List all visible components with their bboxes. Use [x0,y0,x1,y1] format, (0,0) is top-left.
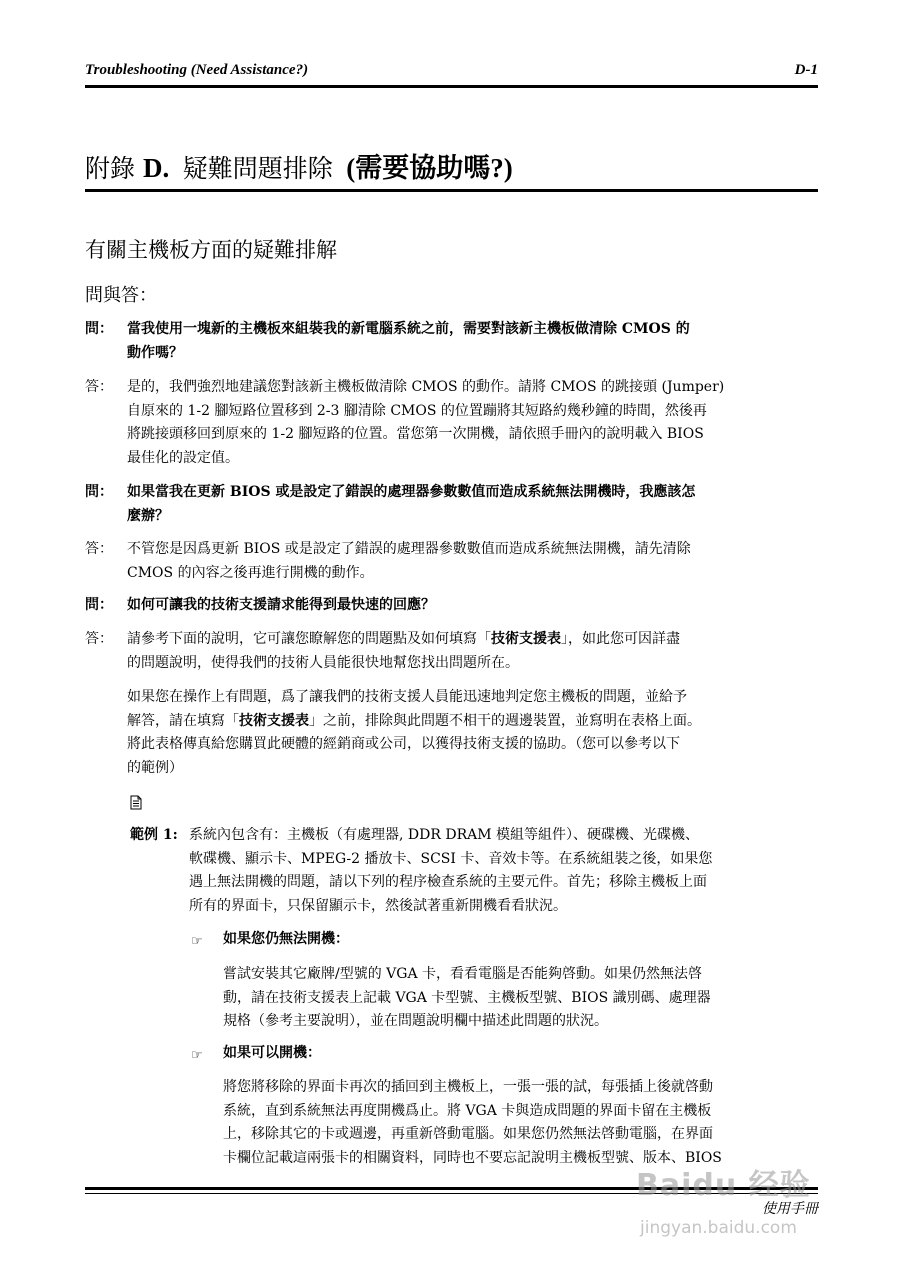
a3-rest: 」，如此您可因詳盡 [561,631,680,647]
answer-label: 答： [85,379,113,395]
example-line2: 軟碟機、顯示卡、MPEG-2 播放卡、SCSI 卡、音效卡等。在系統組裝之後，如果您 [189,850,713,867]
title-chinese: 疑難問題排除 [182,154,333,183]
a1-line1: 是的，我們強烈地建議您對該新主機板做清除 CMOS 的動作。請將 CMOS 的跳接頭 (Jumper) [127,379,725,395]
q2-bios: BIOS [229,484,271,500]
page-header [85,62,818,84]
watermark-brand: Baidu 经验 [636,1168,811,1203]
para-line1: 如果您在操作上有問題，爲了讓我們的技術支援人員能迅速地判定您主機板的問題，並給予 [127,689,687,705]
answer-label: 答： [85,631,113,647]
question-label: 問： [85,321,113,337]
a3-form-name: 技術支援表 [491,631,561,647]
document-icon [130,795,142,810]
case-1-body [223,963,818,1034]
title-letter: D. [142,153,170,183]
case2-line3: 上，移除其它的卡或週邊，再重新啓動電腦。如果您仍然無法啓動電腦，在界面 [223,1126,713,1142]
q1-suffix: 的 [675,321,690,337]
case-2-title: 如果可以開機： [223,1045,321,1061]
header-section-title: Troubleshooting (Need Assistance?) [85,62,309,78]
a1-line4: 最佳化的設定值。 [127,449,239,466]
title-rule [85,189,818,192]
case1-line1: 嘗試安裝其它廠牌/型號的 VGA 卡，看看電腦是否能夠啓動。如果仍然無法啓 [223,966,703,982]
a2-line1: 不管您是因爲更新 BIOS 或是設定了錯誤的處理器參數數值而造成系統無法開機，請先清除 [127,541,691,557]
a3-text: 請參考下面的說明，它可讓您瞭解您的問題點及如何填寫「 [127,631,491,647]
case2-line4: 卡欄位記載這兩張卡的相關資料，同時也不要忘記說明主機板型號、版本、BIOS [223,1149,722,1166]
q1-text: 當我使用一塊新的主機板來組裝我的新電腦系統之前，需要對該新主機板做清除 [127,321,617,337]
case-1-title: 如果您仍無法開機： [223,931,349,947]
para-line3: 將此表格傳真給您購買此硬體的經銷商或公司，以獲得技術支援的協助。（您可以參考以下 [127,736,680,752]
footer-manual-title: 使用手冊 [762,1201,818,1217]
para-line4: 的範例） [127,759,183,776]
a3-line2: 的問題說明，使得我們的技術人員能很快地幫您找出問題所在。 [127,654,519,671]
question-label: 問： [85,597,113,613]
section-subtitle: 有關主機板方面的疑難排解 [85,238,337,262]
case1-line3: 規格（參考主要說明），並在問題說明欄中描述此問題的狀況。 [223,1013,608,1029]
pointing-hand-icon: ☞ [191,934,203,949]
example-line1: 系統內包含有：主機板（有處理器, DDR DRAM 模組等組件）、硬碟機、光碟機、 [189,827,700,843]
q3-text: 如何可讓我的技術支援請求能得到最快速的回應？ [127,597,435,613]
a1-line3: 將跳接頭移回到原來的 1-2 腳短路的位置。當您第一次開機，請依照手冊內的說明載入 BIOS [127,426,704,442]
q1-line2: 動作嗎？ [127,344,183,361]
pointing-hand-icon: ☞ [191,1048,203,1063]
chapter-title [85,146,818,185]
answer-label: 答： [85,541,113,557]
a2-line2: CMOS 的內容之後再進行開機的動作。 [127,564,374,581]
header-page-number: D-1 [794,62,818,78]
case2-line1: 將您將移除的界面卡再次的插回到主機板上，一張一張的試，每張插上後就啓動 [223,1079,713,1095]
q2-text: 如果當我在更新 [127,484,225,500]
para-line2c: 」之前，排除與此問題不相干的週邊裝置，並寫明在表格上面。 [309,712,701,729]
example-line3: 遇上無法開機的問題，請以下列的程序檢查系統的主要元件。首先；移除主機板上面 [189,874,707,890]
header-rule [85,85,818,88]
example-line4: 所有的界面卡，只保留顯示卡，然後試著重新開機看看狀況。 [189,897,567,914]
case1-line2: 動，請在技術支援表上記載 VGA 卡型號、主機板型號、BIOS 識別碼、處理器 [223,989,711,1006]
title-prefix: 附錄 [85,154,143,183]
example-label: 範例 1: [130,827,178,843]
question-label: 問： [85,484,113,500]
qa-heading: 問與答： [85,285,157,306]
q2-line2: 麼辦？ [127,507,169,524]
q2-rest: 或是設定了錯誤的處理器參數數值而造成系統無法開機時，我應該怎 [275,484,696,500]
case-2-body [223,1076,818,1170]
a1-line2: 自原來的 1-2 腳短路位置移到 2-3 腳清除 CMOS 的位置蹦將其短路約幾秒鐘的時間，然後再 [127,402,707,419]
q1-cmos: CMOS [621,321,671,337]
watermark-url: jingyan.baidu.com [640,1218,797,1238]
title-paren: (需要協助嗎?) [346,153,513,183]
instruction-paragraph [127,686,818,780]
para-form-name: 技術支援表 [239,712,309,729]
para-line2a: 解答，請在填寫「 [127,712,239,729]
case2-line2: 系統，直到系統無法再度開機爲止。將 VGA 卡與造成問題的界面卡留在主機板 [223,1102,712,1119]
